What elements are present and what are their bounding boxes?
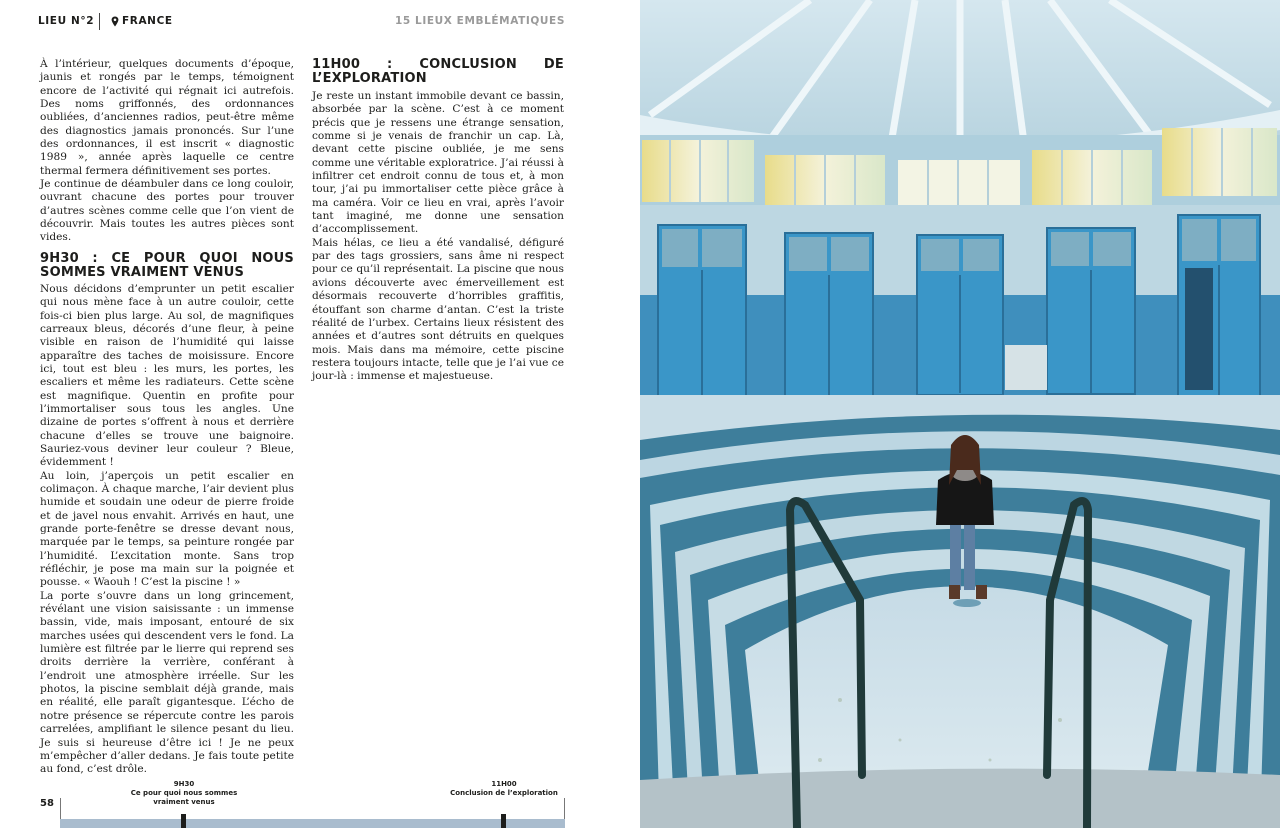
abandoned-pool-illustration [640, 0, 1280, 828]
timeline-marker-11h00 [501, 814, 506, 828]
timeline-end-line [564, 798, 565, 819]
country-name: FRANCE [122, 15, 173, 27]
timeline-start-line [60, 798, 61, 819]
section-heading-11h00: 11H00 : CONCLUSION DE L’EXPLORATION [312, 57, 564, 86]
timeline-time: 9H30 [173, 780, 195, 788]
paragraph: Au loin, j’aperçois un petit escalier en colimaçon. À chaque marche, l’air devient plus humide et soudain une odeur de pierre froide et de javel nous envahit. Arrivés en haut, une grande porte-fenêtre se dresse devant nous, marquée par le temps, sa peinture rongée par l’humidité. L’excitation monte. Sans trop réfléchir, je pose ma main sur la poignée et pousse. « Waouh ! C’est la piscine ! » [40, 469, 294, 589]
section-heading-9h30: 9H30 : CE POUR QUOI NOUS SOMMES VRAIMENT VENUS [40, 250, 294, 280]
timeline-text: vraiment venus [153, 798, 215, 806]
timeline-time: 11H00 [491, 780, 517, 788]
timeline-label-11h00 [440, 780, 568, 798]
country-label [111, 15, 173, 27]
paragraph: À l’intérieur, quelques documents d’époque, jaunis et rongés par le temps, témoignent encore de l’activité qui régnait ici autrefois. Des noms griffonnés, des ordonnances oubliées, d’anciennes radios, peut-être même des diagnostics jamais prononcés. Sur l’une des ordonnances, il est inscrit « diagnostic 1989 », année après laquelle ce centre thermal fermera définitivement ses portes. [40, 58, 294, 177]
timeline-marker-9h30 [181, 814, 186, 828]
timeline-label-9h30 [118, 780, 250, 807]
left-text-column [40, 58, 294, 777]
right-text-column [312, 58, 564, 384]
timeline-text: Ce pour quoi nous sommes [130, 789, 238, 797]
location-number: LIEU N°2 [38, 15, 95, 27]
map-pin-icon [111, 16, 119, 27]
page-number: 58 [40, 798, 54, 809]
paragraph: Nous décidons d’emprunter un petit escalier qui nous mène face à un autre couloir, cette fois-ci bien plus large. Au sol, de magnifiques carreaux bleus, décorés d’une fleur, à peine visible en raison de l’humidité qui laisse apparaître des taches de moisissure. Encore ici, tout est bleu : les murs, les portes, les escaliers et même les radiateurs. Cette scène est magnifique. Quentin en profite pour l’immortaliser sous tous les angles. Une dizaine de portes s’offrent à nous et derrière chacune d’elles se trouve une baignoire. Sauriez-vous deviner leur couleur ? Bleue, évidemment ! [40, 282, 294, 469]
paragraph: La porte s’ouvre dans un long grincement, révélant une vision saisissante : un immense bassin, vide, mais imposant, entouré de six marches usées qui descendent vers le fond. La lumière est filtrée par le lierre qui reprend ses droits derrière la verrière, conférant à l’endroit une atmosphère irréelle. Sur les photos, la piscine semblait déjà grande, mais en réalité, elle paraît gigantesque. L’écho de notre présence se répercute contre les parois carrelées, amplifiant le silence pesant du lieu. Je suis si heureuse d’être ici ! Je ne peux m’empêcher d’aller dedans. Je fais toute petite au fond, c’est drôle. [40, 589, 294, 776]
paragraph: Je reste un instant immobile devant ce bassin, absorbée par la scène. C’est à ce moment précis que je ressens une étrange sensation, comme si je venais de franchir un cap. Là, devant cette piscine oubliée, je me sens comme une véritable exploratrice. J’ai réussi à infiltrer cet endroit connu de tous et, à mon tour, j’ai pu immortaliser cette pièce grâce à ma caméra. Voir ce lieu en vrai, après l’avoir tant imaginé, me donne une sensation d’accomplissement. [312, 90, 564, 236]
section-title: 15 LIEUX EMBLÉMATIQUES [394, 15, 565, 27]
timeline [60, 780, 565, 828]
header-divider [99, 13, 100, 30]
paragraph: Je continue de déambuler dans ce long couloir, ouvrant chacune des portes pour trouver d’autres scènes comme celle que l’on vient de découvrir. Mais toutes les autres pièces sont vides. [40, 178, 294, 244]
paragraph: Mais hélas, ce lieu a été vandalisé, défiguré par des tags grossiers, sans âme ni respect pour ce qu’il représentait. La piscine que nous avions découverte avec émerveillement est désormais recouverte d’horribles graffitis, étouffant son charme d’antan. C’est la triste réalité de l’urbex. Certains lieux résistent des années et d’autres sont détruits en quelques mois. Mais dans ma mémoire, cette piscine restera toujours intacte, telle que je l’ai vue ce jour-là : immense et majestueuse. [312, 236, 564, 383]
page-header [38, 15, 565, 31]
pool-photo [640, 0, 1280, 828]
timeline-text: Conclusion de l’exploration [450, 789, 558, 797]
timeline-bar [60, 819, 565, 828]
